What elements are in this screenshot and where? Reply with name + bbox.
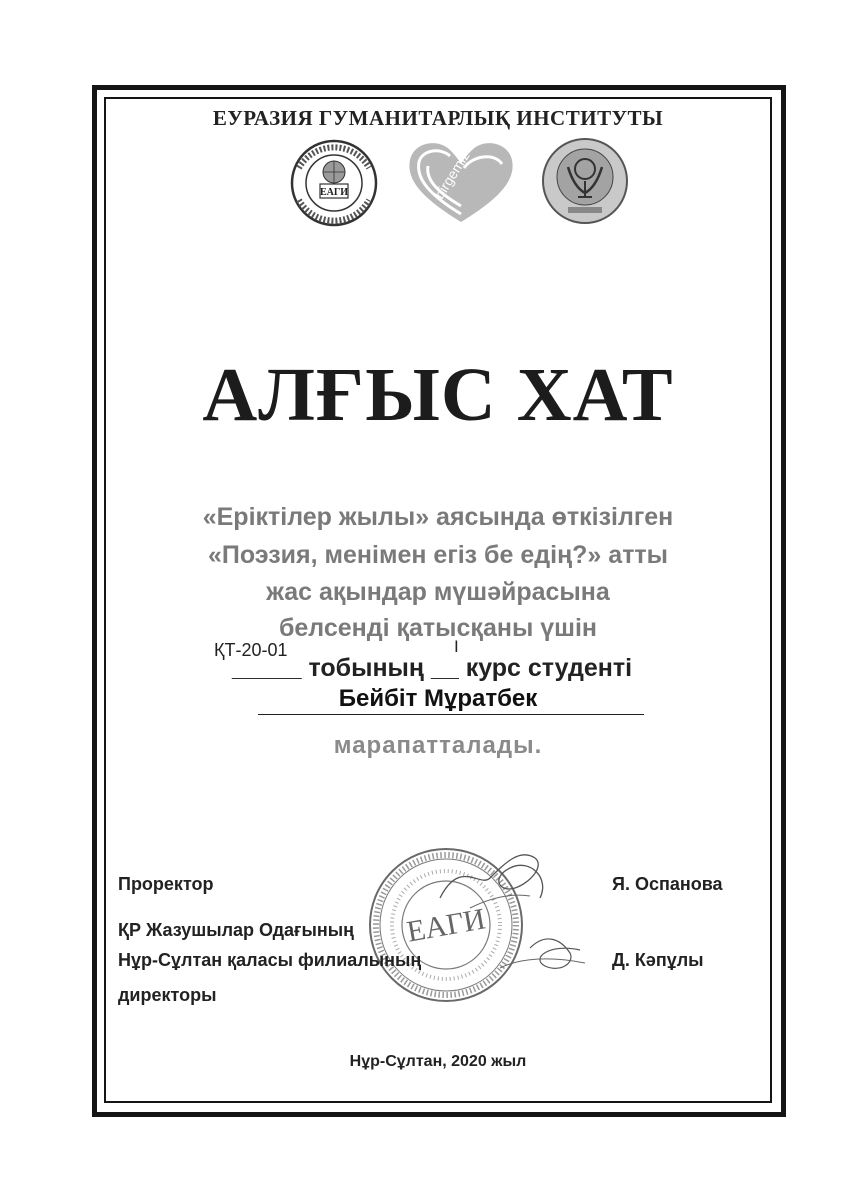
handwritten-signature-icon bbox=[420, 838, 600, 998]
student-group-line: _____ тобының __ курс студенті bbox=[232, 654, 633, 682]
union-director-name: Д. Кәпұлы bbox=[612, 950, 704, 970]
course-number: I bbox=[454, 637, 459, 656]
union-line-3: директоры bbox=[118, 985, 217, 1005]
place-and-year: Нұр-Сұлтан, 2020 жыл bbox=[349, 1053, 527, 1070]
birgemiz-logo-label: birgemiz bbox=[430, 148, 473, 202]
group-code: ҚТ-20-01 bbox=[214, 640, 288, 660]
eagi-logo-icon bbox=[279, 138, 389, 228]
certificate-title: АЛҒЫС ХАТ bbox=[202, 353, 674, 437]
body-line-3: жас ақындар мүшәйрасына bbox=[266, 578, 610, 606]
body-line-2: «Поэзия, менімен егіз бе едің?» атты bbox=[207, 541, 669, 569]
prorector-title: Проректор bbox=[118, 874, 214, 894]
assembly-emblem-icon bbox=[538, 137, 632, 225]
seal-label: ЕАГИ bbox=[404, 902, 488, 949]
student-name: Бейбіт Мұратбек bbox=[338, 685, 538, 712]
union-line-1: ҚР Жазушылар Одағының bbox=[118, 920, 355, 940]
awarded-text: марапатталады. bbox=[333, 732, 543, 759]
birgemiz-heart-logo-icon bbox=[402, 138, 520, 226]
institute-name: ЕУРАЗИЯ ГУМАНИТАРЛЫҚ ИНСТИТУТЫ bbox=[212, 106, 664, 130]
name-underline bbox=[258, 714, 644, 715]
body-line-4: белсенді қатысқаны үшін bbox=[278, 614, 598, 642]
body-line-1: «Еріктілер жылы» аясында өткізілген bbox=[202, 503, 674, 531]
eagi-logo-label: ЕАГИ bbox=[319, 187, 349, 198]
prorector-name: Я. Оспанова bbox=[612, 874, 723, 894]
union-line-2: Нұр-Сұлтан қаласы филиалының bbox=[118, 950, 422, 970]
